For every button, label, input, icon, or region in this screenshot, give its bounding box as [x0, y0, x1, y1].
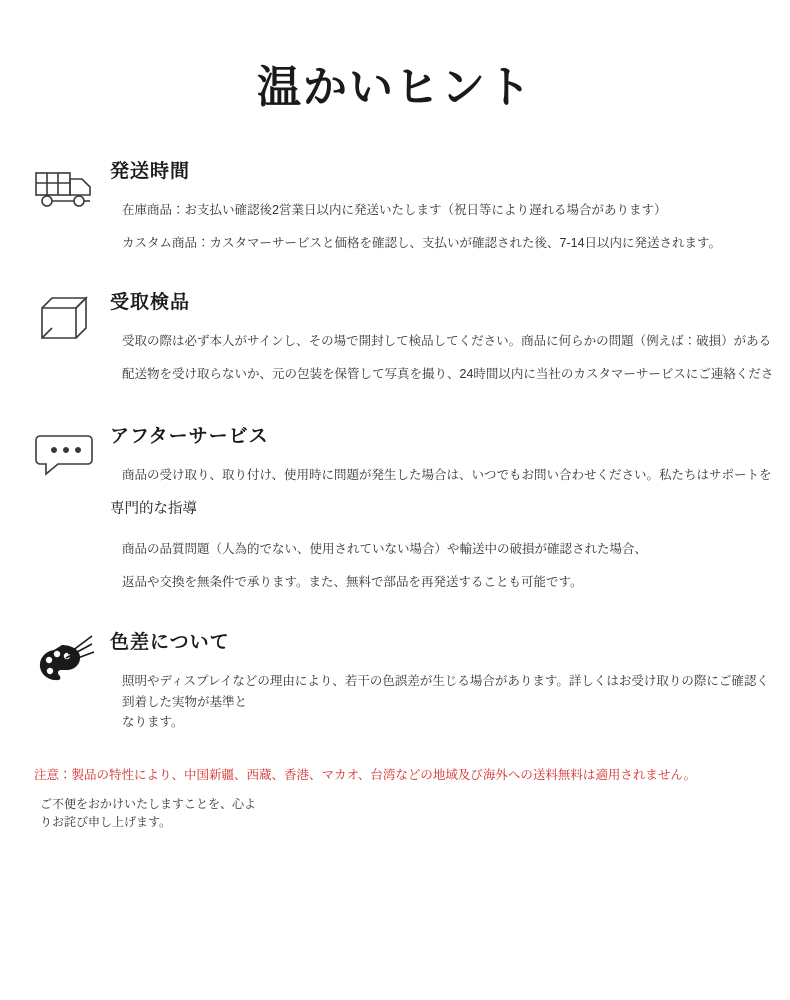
section-sub-heading: 専門的な指導: [110, 500, 197, 517]
chat-bubble-icon: [32, 426, 104, 484]
truck-icon: [32, 161, 104, 219]
notice-sub-line-2: りお詫び申し上げます。: [40, 814, 172, 829]
section-line: なります。: [122, 715, 184, 730]
section-body: [110, 332, 790, 384]
section-receipt-inspection: [0, 292, 790, 384]
section-line: 商品の品質問題（人為的でない、使用されていない場合）や輸送中の破損が確認された場合、: [122, 542, 648, 557]
notice-block: [0, 766, 790, 831]
section-line: カスタム商品：カスタマーサービスと価格を確認し、支払いが確認された後、7-14日以内に発送されます。: [122, 235, 722, 250]
section-line: 配送物を受け取らないか、元の包装を保管して写真を撮り、24時間以内に当社のカスタマーサービスにご連絡くださ: [122, 367, 774, 382]
sections-list: [0, 161, 790, 732]
section-line: 到着した実物が基準と: [122, 694, 248, 709]
notice-main-text: 注意：製品の特性により、中国新疆、西蔵、香港、マカオ、台湾などの地域及び海外への送料無料は適用されません。: [34, 768, 697, 783]
section-body: [110, 672, 790, 732]
open-box-icon: [32, 292, 104, 350]
palette-brush-icon: [32, 632, 104, 690]
section-heading: 受取検品: [110, 292, 191, 314]
section-after-service: [0, 426, 790, 592]
section-color-difference: [0, 632, 790, 732]
page-title: 温かいヒント: [257, 63, 533, 112]
section-body: [110, 201, 790, 253]
section-heading: 発送時間: [110, 160, 191, 182]
section-heading: 色差について: [110, 631, 230, 653]
notice-sub-line-1: ご不便をおかけいたしますことを、心よ: [40, 796, 257, 811]
section-line: 在庫商品：お支払い確認後2営業日以内に発送いたします（祝日等により遅れる場合があります）: [122, 202, 667, 217]
section-line: 返品や交換を無条件で承ります。また、無料で部品を再発送することも可能です。: [122, 575, 583, 590]
section-line: 受取の際は必ず本人がサインし、その場で開封して検品してください。商品に何らかの問題（例えば：破損）がある: [122, 334, 772, 349]
section-heading: アフターサービス: [110, 425, 269, 447]
section-line: 商品の受け取り、取り付け、使用時に問題が発生した場合は、いつでもお問い合わせください。私たちはサポートを: [122, 467, 772, 482]
section-line: 照明やディスプレイなどの理由により、若干の色誤差が生じる場合があります。詳しくはお受け取りの際にご確認く: [122, 673, 769, 688]
section-shipping-time: [0, 161, 790, 253]
section-body: [110, 466, 790, 592]
